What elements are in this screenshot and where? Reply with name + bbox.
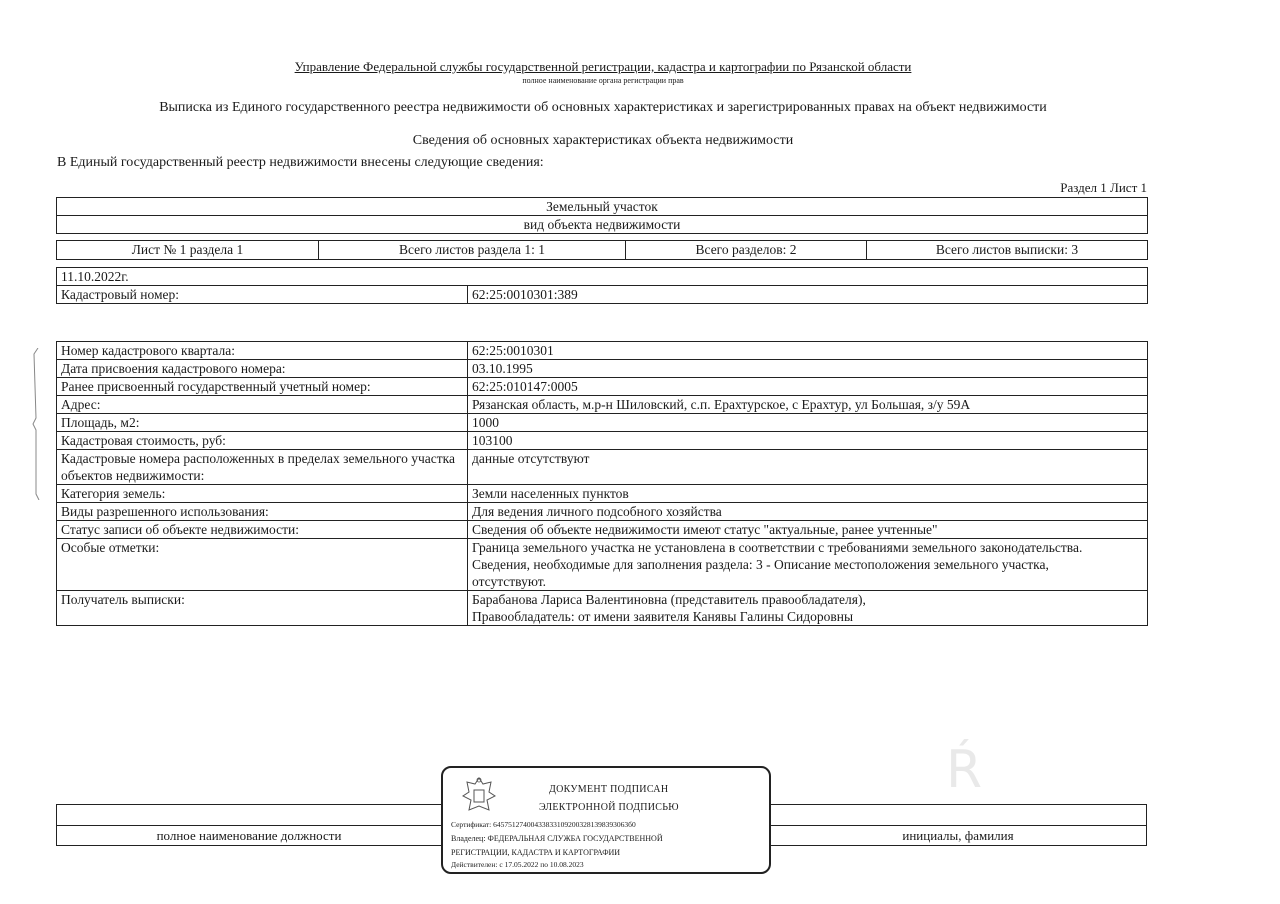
table-row <box>57 521 1148 539</box>
row-label: Категория земель: <box>57 485 468 503</box>
sheet-label: Раздел 1 Лист 1 <box>1060 180 1147 195</box>
row-value: Для ведения личного подсобного хозяйства <box>468 503 1148 521</box>
section-heading: Сведения об основных характеристиках объекта недвижимости <box>412 133 794 148</box>
table-row <box>57 396 1148 414</box>
row-label: Виды разрешенного использования: <box>57 503 468 521</box>
sheets-table <box>56 240 1148 260</box>
position-caption: полное наименование должности <box>156 828 342 843</box>
row-value: 103100 <box>468 432 1148 450</box>
row-label: Ранее присвоенный государственный учетный номер: <box>57 378 468 396</box>
stamp-owner-1: Владелец: ФЕДЕРАЛЬНАЯ СЛУЖБА ГОСУДАРСТВЕННОЙ <box>451 834 663 843</box>
table-row <box>57 503 1148 521</box>
stamp-validity: Действителен: с 17.05.2022 по 10.08.2023 <box>451 860 584 869</box>
row-label: Номер кадастрового квартала: <box>57 342 468 360</box>
row-label: Кадастровые номера расположенных в пределах земельного участка объектов недвижимости: <box>57 450 468 485</box>
table-row <box>57 414 1148 432</box>
extract-date: 11.10.2022г. <box>57 268 1148 286</box>
signature-stamp <box>441 766 771 874</box>
table-row <box>57 342 1148 360</box>
row-value: Барабанова Лариса Валентиновна (представитель правообладателя), Правообладатель: от имени заявителя Канявы Галины Сидоровны <box>468 591 1148 626</box>
authority-name: Управление Федеральной службы государственной регистрации, кадастра и картографии по Рязанской области <box>294 59 912 74</box>
table-row <box>57 485 1148 503</box>
cadastral-number-label: Кадастровый номер: <box>57 286 468 304</box>
footer-line-top-left <box>56 804 442 805</box>
row-label: Получатель выписки: <box>57 591 468 626</box>
coat-of-arms-icon <box>459 774 499 816</box>
row-value: 1000 <box>468 414 1148 432</box>
sheet-number: Лист № 1 раздела 1 <box>57 241 319 260</box>
table-row <box>57 360 1148 378</box>
table-row <box>57 432 1148 450</box>
table-row <box>57 378 1148 396</box>
row-value: 62:25:0010301 <box>468 342 1148 360</box>
row-value: 03.10.1995 <box>468 360 1148 378</box>
footer-line-top-right <box>734 804 1147 805</box>
watermark-logo: Ŕ <box>946 740 985 800</box>
total-sheets-section: Всего листов раздела 1: 1 <box>319 241 626 260</box>
total-sections: Всего разделов: 2 <box>626 241 867 260</box>
row-value: 62:25:010147:0005 <box>468 378 1148 396</box>
row-value: данные отсутствуют <box>468 450 1148 485</box>
total-sheets-extract: Всего листов выписки: 3 <box>867 241 1148 260</box>
row-label: Кадастровая стоимость, руб: <box>57 432 468 450</box>
date-table <box>56 267 1148 304</box>
stamp-line-1: ДОКУМЕНТ ПОДПИСАН <box>549 784 669 795</box>
row-label: Адрес: <box>57 396 468 414</box>
stamp-certificate: Сертификат: 645751274004338331092003281398393063б0 <box>451 820 636 829</box>
row-label: Статус записи об объекте недвижимости: <box>57 521 468 539</box>
row-label: Особые отметки: <box>57 539 468 591</box>
table-row <box>57 591 1148 626</box>
row-value: Сведения об объекте недвижимости имеют статус "актуальные, ранее учтенные" <box>468 521 1148 539</box>
stamp-line-2: ЭЛЕКТРОННОЙ ПОДПИСЬЮ <box>539 802 679 813</box>
footer-border-right <box>1146 804 1147 846</box>
intro-text: В Единый государственный реестр недвижимости внесены следующие сведения: <box>57 155 544 170</box>
object-type: Земельный участок <box>57 198 1148 216</box>
characteristics-table <box>56 341 1148 626</box>
object-type-caption: вид объекта недвижимости <box>57 216 1148 234</box>
stamp-owner-2: РЕГИСТРАЦИИ, КАДАСТРА И КАРТОГРАФИИ <box>451 848 621 857</box>
cadastral-number-value: 62:25:0010301:389 <box>468 286 1148 304</box>
row-label: Дата присвоения кадастрового номера: <box>57 360 468 378</box>
authority-caption: полное наименование органа регистрации прав <box>522 76 684 85</box>
row-value: Рязанская область, м.р-н Шиловский, с.п. Ерахтурское, с Ерахтур, ул Большая, з/у 59А <box>468 396 1148 414</box>
extract-title: Выписка из Единого государственного реестра недвижимости об основных характеристиках и зарегистрированных правах на объект недвижимости <box>159 100 1047 115</box>
margin-bracket-icon <box>32 348 42 500</box>
row-label: Площадь, м2: <box>57 414 468 432</box>
table-row <box>57 539 1148 591</box>
object-type-table <box>56 197 1148 234</box>
row-value: Земли населенных пунктов <box>468 485 1148 503</box>
table-row <box>57 450 1148 485</box>
name-caption: инициалы, фамилия <box>902 828 1014 843</box>
row-value: Граница земельного участка не установлена в соответствии с требованиями земельного законодательства. Сведения, необходимые для заполнения раздела: 3 - Описание местоположения земельного участка, отсутствуют. <box>468 539 1148 591</box>
